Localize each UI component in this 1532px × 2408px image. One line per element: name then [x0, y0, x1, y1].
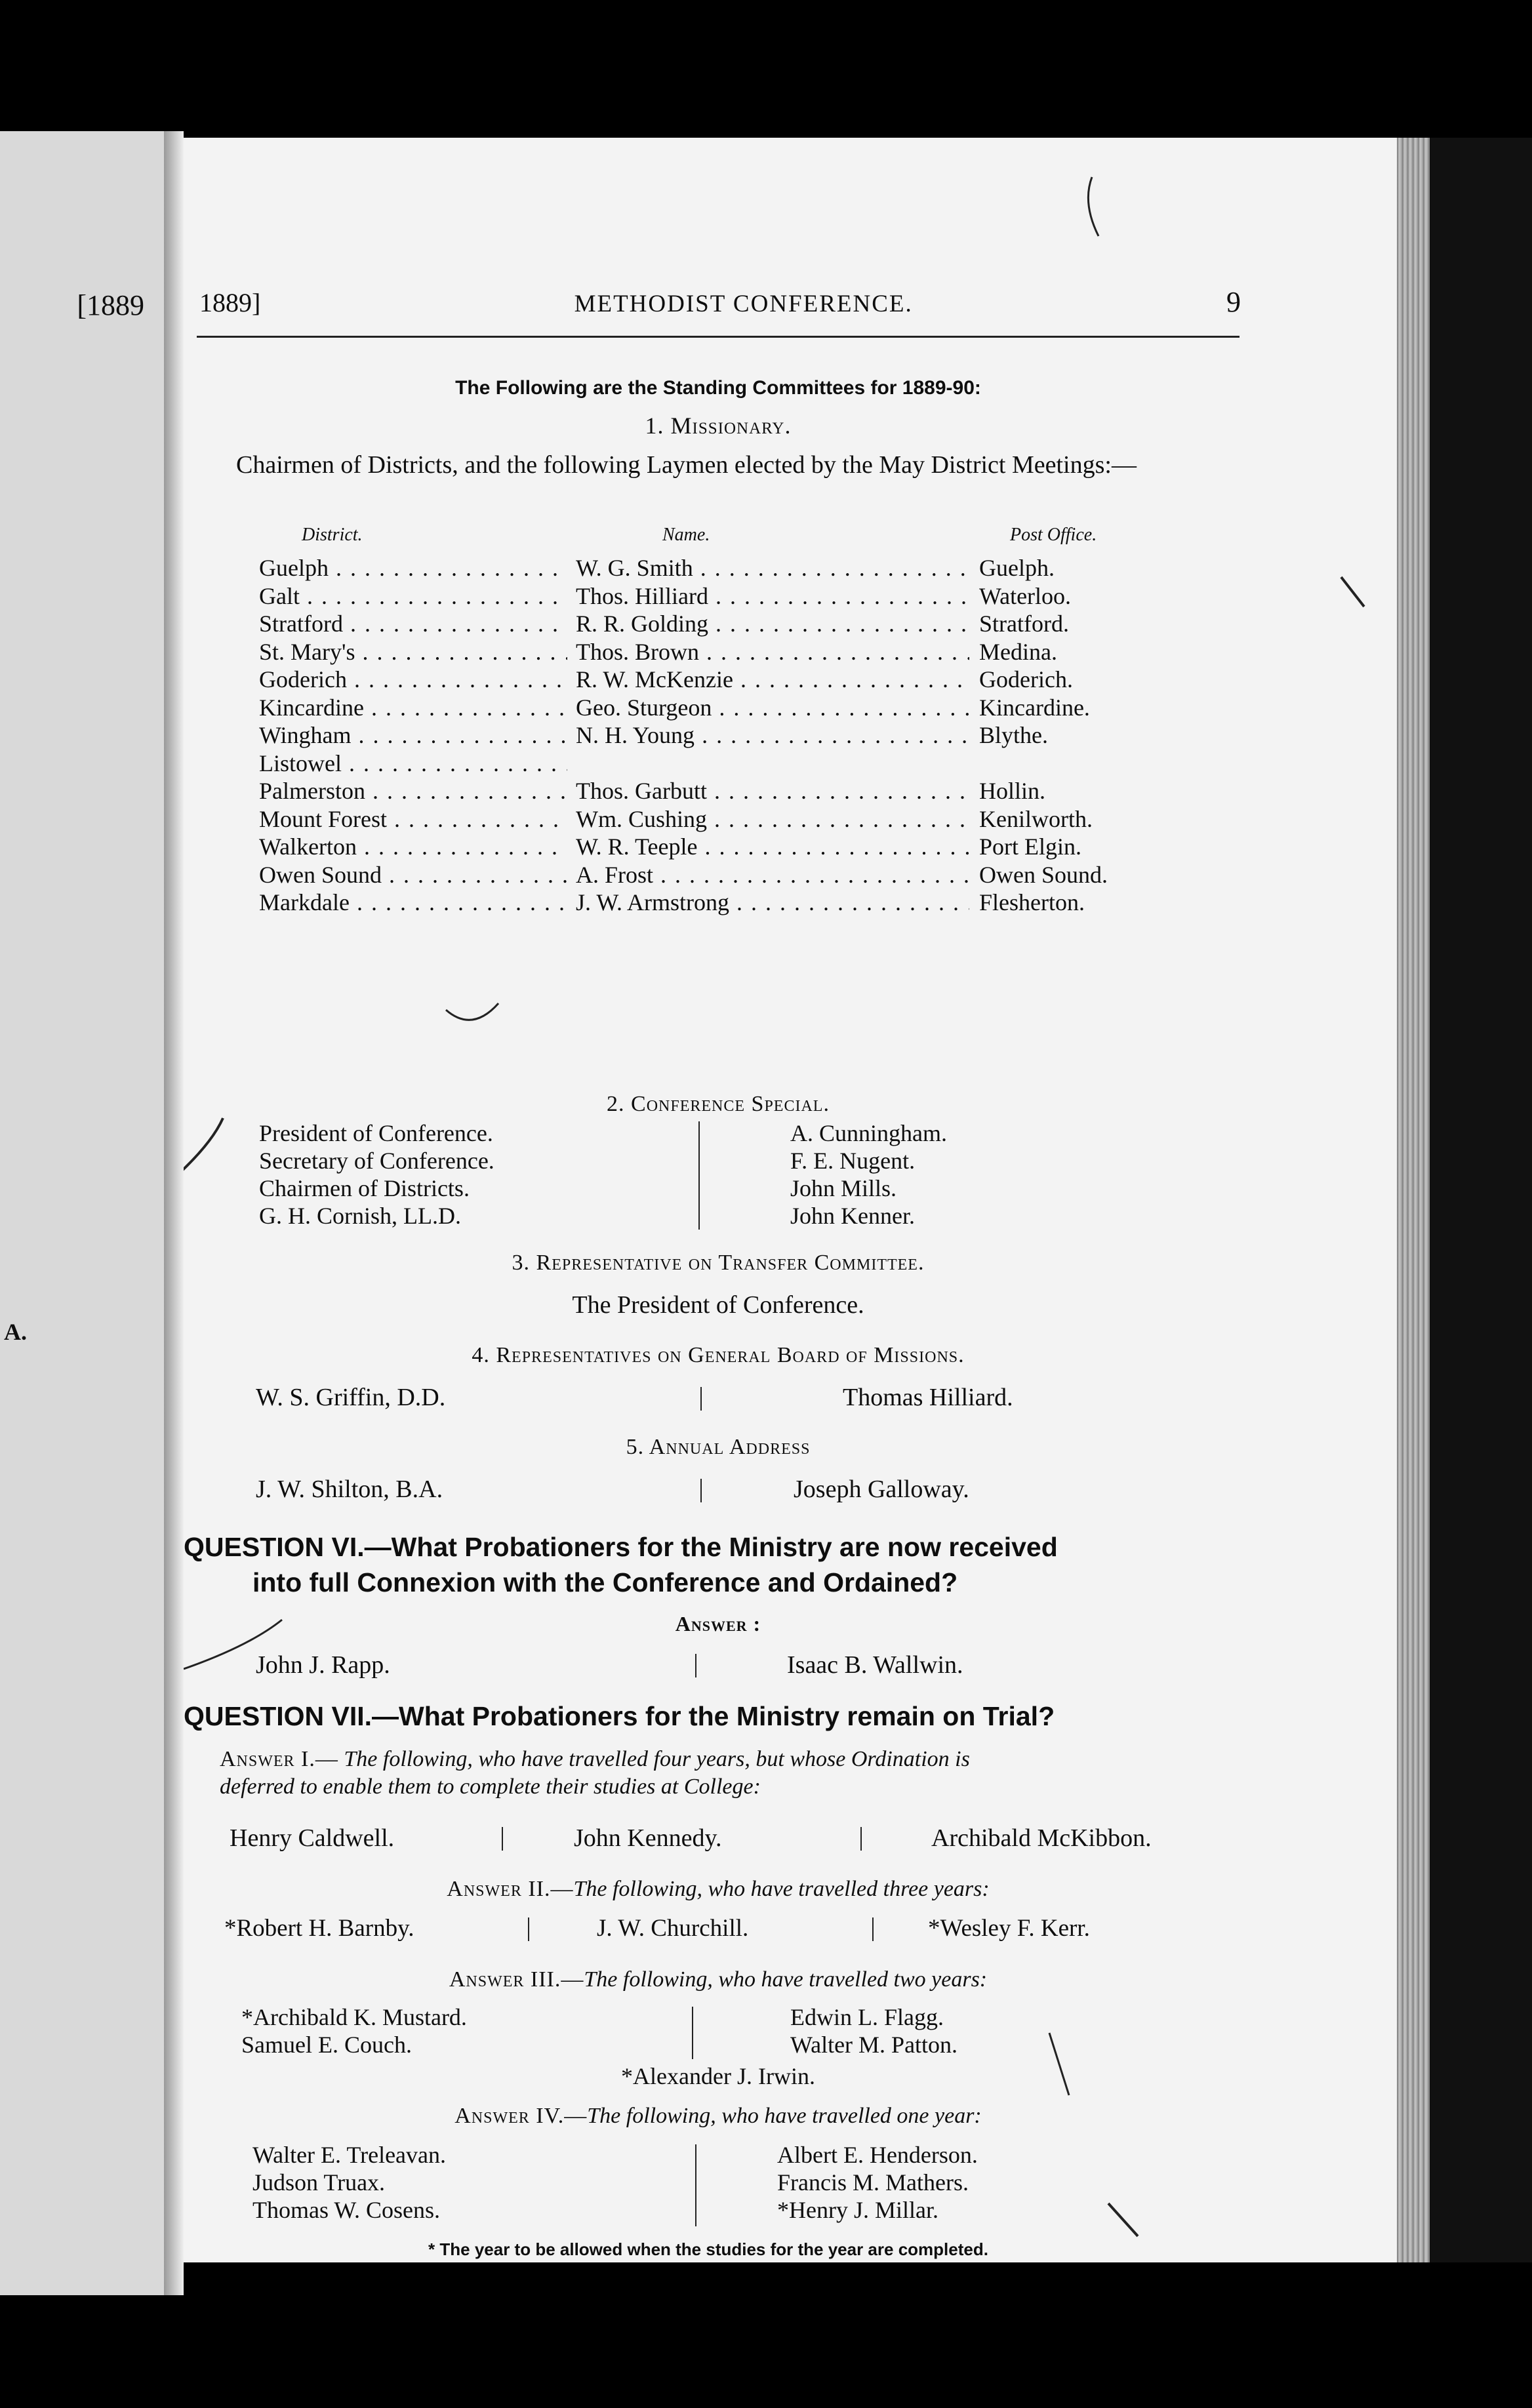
answer-1-description-cont: deferred to enable them to complete their studies at College:	[220, 1775, 761, 1799]
answer-4-description: The following, who have travelled one year:	[587, 2104, 982, 2128]
question-6-line-2: into full Connexion with the Conference and Ordained?	[252, 1567, 958, 1597]
post-office-cell: Kenilworth.	[979, 805, 1093, 832]
district-cell: Kincardine . . .	[259, 694, 567, 721]
section-transfer-committee-heading: 3. Representative on Transfer Committee.	[512, 1251, 925, 1275]
name-cell: Wm. Cushing . . .	[576, 805, 969, 833]
post-office-cell: Goderich.	[979, 666, 1073, 692]
list-item: Francis M. Mathers.	[777, 2169, 969, 2196]
list-item: Albert E. Henderson.	[777, 2142, 978, 2168]
question-6-answer-label: Answer :	[675, 1612, 761, 1635]
name-cell: Thos. Garbutt . . .	[576, 777, 969, 805]
post-office-cell: Kincardine.	[979, 694, 1090, 721]
answer-4-label: Answer IV.—	[454, 2104, 588, 2128]
post-office-cell: Hollin.	[979, 778, 1046, 804]
name-cell: Thos. Hilliard . . .	[576, 582, 969, 610]
district-cell: Walkerton . . .	[259, 833, 567, 860]
list-item: John Kenner.	[790, 1203, 915, 1229]
list-item: *Archibald K. Mustard.	[241, 2004, 467, 2030]
list-item: G. H. Cornish, LL.D.	[259, 1203, 461, 1229]
missionary-intro: Chairmen of Districts, and the following Laymen elected by the May District Meetings:—	[236, 451, 1137, 479]
post-office-cell: Guelph.	[979, 555, 1055, 581]
general-board-right: Thomas Hilliard.	[843, 1384, 1013, 1411]
question-6-name-left: John J. Rapp.	[256, 1651, 390, 1679]
list-item: *Henry J. Millar.	[777, 2197, 938, 2223]
answer-2-name: *Wesley F. Kerr.	[928, 1915, 1090, 1942]
name-cell: Geo. Sturgeon . . .	[576, 694, 969, 721]
name-cell: W. G. Smith . . .	[576, 554, 969, 582]
list-item: Walter E. Treleavan.	[252, 2142, 447, 2168]
post-office-cell: Medina.	[979, 638, 1057, 665]
post-office-cell: Port Elgin.	[979, 833, 1082, 860]
pencil-marks	[184, 138, 1397, 2262]
answer-2-name: J. W. Churchill.	[597, 1915, 749, 1942]
answer-3-label: Answer III.—	[449, 1967, 584, 1992]
pencil-stroke	[1108, 2203, 1138, 2236]
district-cell: Listowel . . .	[259, 750, 567, 777]
section-general-board-heading: 4. Representatives on General Board of Missions.	[472, 1343, 965, 1367]
district-cell: Mount Forest . . .	[259, 805, 567, 833]
district-cell: Wingham . . .	[259, 721, 567, 749]
name-cell: A. Frost . . .	[576, 861, 969, 889]
post-office-cell: Stratford.	[979, 611, 1069, 637]
name-cell: N. H. Young . . .	[576, 721, 969, 749]
list-item: John Mills.	[790, 1175, 897, 1201]
post-office-cell: Waterloo.	[979, 582, 1072, 609]
list-item: A. Cunningham.	[790, 1120, 947, 1146]
post-office-cell: Flesherton.	[979, 889, 1085, 915]
column-header-district: District.	[302, 525, 363, 545]
answer-3-center-name: *Alexander J. Irwin.	[621, 2063, 815, 2089]
name-cell: W. R. Teeple . . .	[576, 833, 969, 860]
question-6-line-1: QUESTION VI.—What Probationers for the Ministry are now received	[184, 1532, 1058, 1562]
post-office-cell: Blythe.	[979, 722, 1048, 748]
answer-2-label: Answer II.—	[447, 1877, 574, 1901]
list-item: Walter M. Patton.	[790, 2032, 958, 2058]
answer-1-name: Archibald McKibbon.	[931, 1824, 1152, 1852]
district-cell: Galt . . .	[259, 582, 567, 610]
column-header-post-office: Post Office.	[1010, 525, 1097, 545]
name-cell: J. W. Armstrong . . .	[576, 889, 969, 916]
pencil-stroke	[184, 1620, 282, 1669]
district-cell: Owen Sound . . .	[259, 861, 567, 889]
answer-2-description: The following, who have travelled three years:	[573, 1877, 990, 1901]
answer-3-description: The following, who have travelled two years:	[584, 1967, 988, 1992]
annual-address-left: J. W. Shilton, B.A.	[256, 1475, 443, 1503]
district-cell: Guelph . . .	[259, 554, 567, 582]
pencil-stroke	[1341, 577, 1364, 607]
pencil-stroke	[1088, 177, 1099, 236]
district-cell: Goderich . . .	[259, 666, 567, 693]
document-page	[184, 138, 1397, 2262]
header-year: 1889]	[199, 288, 261, 317]
district-cell: St. Mary's . . .	[259, 638, 567, 666]
dark-margin	[1430, 138, 1532, 2262]
list-item: Secretary of Conference.	[259, 1148, 494, 1174]
name-cell: R. W. McKenzie . . .	[576, 666, 969, 693]
section-annual-address-heading: 5. Annual Address	[626, 1435, 811, 1459]
annual-address-right: Joseph Galloway.	[794, 1475, 969, 1503]
previous-page-edge	[0, 131, 164, 2295]
page-number: 9	[1226, 286, 1241, 318]
section-conference-special-heading: 2. Conference Special.	[607, 1092, 830, 1116]
list-item: Edwin L. Flagg.	[790, 2004, 944, 2030]
general-board-left: W. S. Griffin, D.D.	[256, 1384, 446, 1411]
standing-committees-heading: The Following are the Standing Committees for 1889-90:	[455, 377, 981, 399]
pencil-stroke	[1049, 2033, 1069, 2095]
answer-1-name: Henry Caldwell.	[230, 1824, 395, 1852]
list-item: F. E. Nugent.	[790, 1148, 916, 1174]
question-6-name-right: Isaac B. Wallwin.	[787, 1651, 963, 1679]
section-missionary-heading: 1. Missionary.	[645, 412, 792, 439]
list-item: Thomas W. Cosens.	[252, 2197, 441, 2223]
pencil-stroke	[446, 1003, 498, 1020]
post-office-cell: Owen Sound.	[979, 861, 1108, 888]
list-item: President of Conference.	[259, 1120, 493, 1146]
answer-1-description: The following, who have travelled four years, but whose Ordination is	[344, 1747, 970, 1771]
answer-1-name: John Kennedy.	[574, 1824, 722, 1852]
book-gutter	[164, 131, 184, 2295]
question-7-heading: QUESTION VII.—What Probationers for the Ministry remain on Trial?	[184, 1701, 1055, 1731]
district-cell: Palmerston . . .	[259, 777, 567, 805]
list-item: Samuel E. Couch.	[241, 2032, 412, 2058]
header-title: METHODIST CONFERENCE.	[574, 291, 913, 317]
previous-page-letter: A.	[4, 1319, 27, 1345]
name-cell: R. R. Golding . . .	[576, 610, 969, 637]
pencil-stroke	[184, 1118, 223, 1187]
previous-page-year: [1889	[77, 289, 144, 321]
district-cell: Stratford . . .	[259, 610, 567, 637]
answer-2-name: *Robert H. Barnby.	[224, 1915, 414, 1942]
page-edges	[1397, 138, 1430, 2262]
name-cell: Thos. Brown . . .	[576, 638, 969, 666]
district-cell: Markdale . . .	[259, 889, 567, 916]
list-item: Chairmen of Districts.	[259, 1175, 470, 1201]
list-item: Judson Truax.	[252, 2169, 386, 2196]
column-header-name: Name.	[662, 525, 710, 545]
answer-1-label: Answer I.—	[220, 1747, 338, 1771]
transfer-committee-body: The President of Conference.	[572, 1291, 864, 1319]
footnote: * The year to be allowed when the studies for the year are completed.	[428, 2239, 988, 2259]
